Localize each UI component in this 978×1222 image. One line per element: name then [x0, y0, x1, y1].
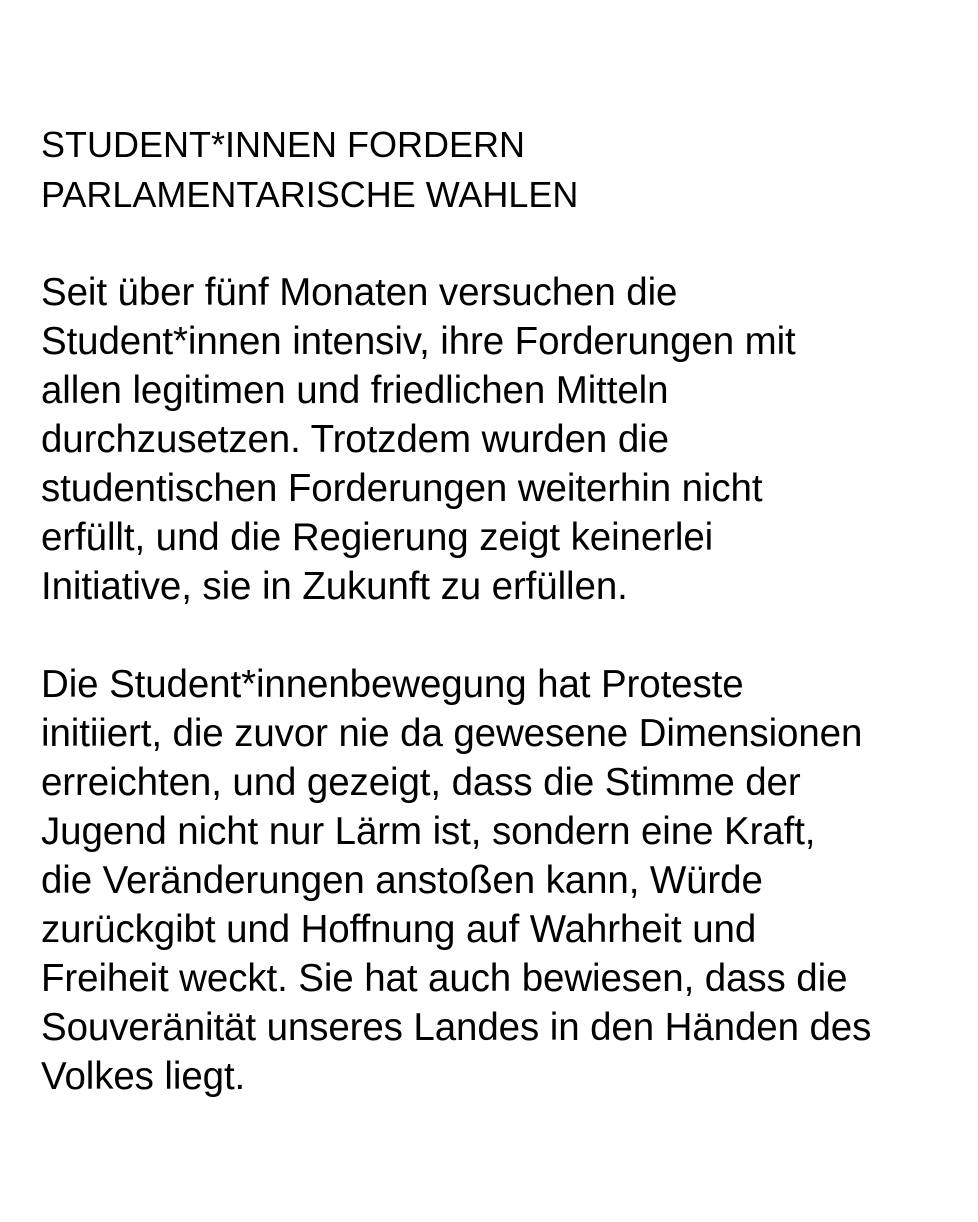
- document-title: [41, 120, 961, 219]
- paragraph-line: Souveränität unseres Landes in den Händen des: [41, 1006, 872, 1049]
- paragraph-line: Seit über fünf Monaten versuchen die: [41, 271, 678, 314]
- paragraph-line: allen legitimen und friedlichen Mitteln: [41, 369, 669, 412]
- paragraph-1: [41, 268, 961, 611]
- title-line: PARLAMENTARISCHE WAHLEN: [41, 173, 579, 215]
- paragraph-line: Initiative, sie in Zukunft zu erfüllen.: [41, 565, 628, 608]
- document: [41, 120, 961, 1101]
- paragraph-line: Jugend nicht nur Lärm ist, sondern eine Kraft,: [41, 810, 816, 853]
- paragraph-gap: [41, 611, 961, 660]
- title-line: STUDENT*INNEN FORDERN: [41, 124, 526, 165]
- paragraph-line: die Veränderungen anstoßen kann, Würde: [41, 859, 763, 902]
- paragraph-line: Freiheit weckt. Sie hat auch bewiesen, dass die: [41, 957, 848, 1000]
- paragraph-line: durchzusetzen. Trotzdem wurden die: [41, 418, 669, 461]
- paragraph-line: studentischen Forderungen weiterhin nicht: [41, 467, 763, 510]
- paragraph-gap: [41, 219, 961, 268]
- paragraph-line: Student*innen intensiv, ihre Forderungen mit: [41, 320, 796, 363]
- paragraph-line: erreichten, und gezeigt, dass die Stimme der: [41, 761, 801, 804]
- paragraph-line: Die Student*innenbewegung hat Proteste: [41, 663, 744, 706]
- paragraph-line: initiiert, die zuvor nie da gewesene Dimensionen: [41, 712, 863, 755]
- paragraph-2: [41, 660, 961, 1101]
- paragraph-line: erfüllt, und die Regierung zeigt keinerlei: [41, 516, 714, 559]
- paragraph-line: zurückgibt und Hoffnung auf Wahrheit und: [41, 908, 757, 951]
- paragraph-line: Volkes liegt.: [41, 1055, 246, 1098]
